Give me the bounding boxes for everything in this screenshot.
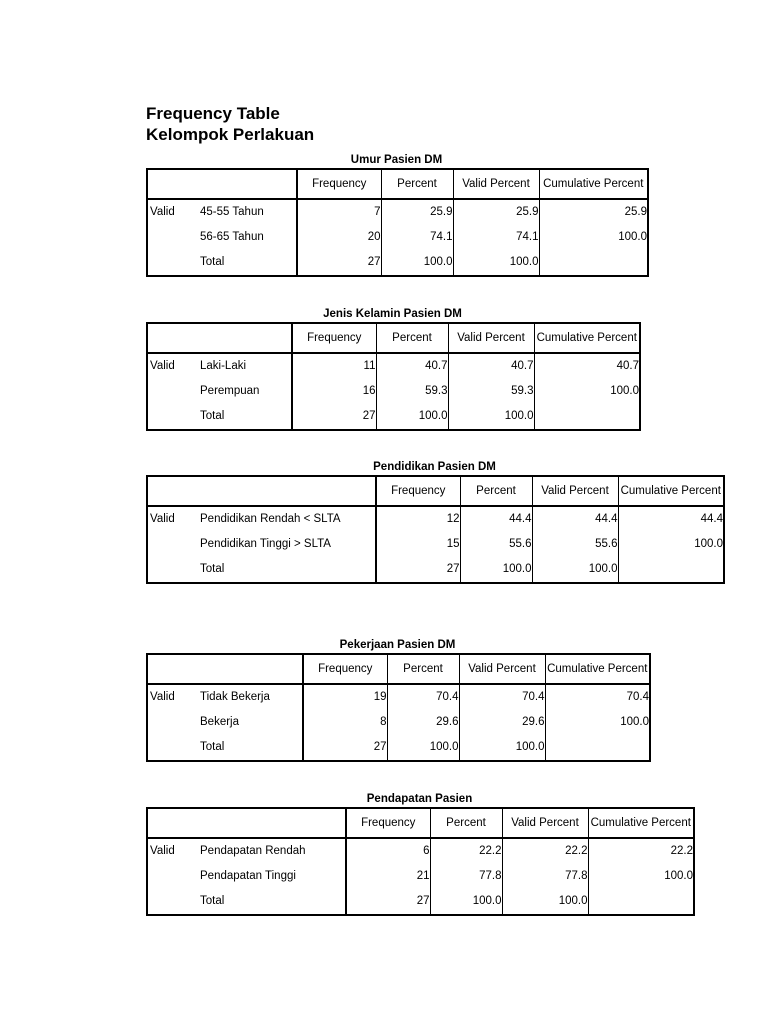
header-blank-cell bbox=[147, 654, 303, 684]
cell-valid-percent: 100.0 bbox=[453, 250, 539, 276]
cell-valid-percent: 55.6 bbox=[532, 532, 618, 557]
valid-label bbox=[147, 864, 198, 889]
cell-frequency: 7 bbox=[297, 199, 381, 225]
cell-percent: 59.3 bbox=[376, 379, 448, 404]
cell-cumulative-percent bbox=[618, 557, 724, 583]
cell-percent: 25.9 bbox=[381, 199, 453, 225]
header-row bbox=[147, 169, 648, 199]
column-header: Percent bbox=[387, 654, 459, 684]
header-blank-cell bbox=[147, 476, 376, 506]
cell-percent: 100.0 bbox=[387, 735, 459, 761]
table-title: Pendapatan Pasien bbox=[366, 793, 473, 805]
cell-cumulative-percent: 70.4 bbox=[545, 684, 650, 710]
column-header: Frequency bbox=[303, 654, 387, 684]
cell-frequency: 27 bbox=[376, 557, 460, 583]
valid-label bbox=[147, 735, 198, 761]
column-header: Valid Percent bbox=[502, 808, 588, 838]
row-label: Total bbox=[200, 741, 225, 753]
valid-label bbox=[147, 889, 198, 915]
column-header: Cumulative Percent bbox=[588, 808, 694, 838]
cell-cumulative-percent bbox=[534, 404, 640, 430]
cell-cumulative-percent: 25.9 bbox=[539, 199, 648, 225]
cell-cumulative-percent: 44.4 bbox=[618, 506, 724, 532]
cell-valid-percent: 29.6 bbox=[459, 710, 545, 735]
cell-cumulative-percent bbox=[545, 735, 650, 761]
data-table bbox=[146, 807, 695, 916]
cell-valid-percent: 40.7 bbox=[448, 353, 534, 379]
data-table bbox=[146, 475, 725, 584]
row-label: Total bbox=[200, 410, 225, 422]
column-header: Cumulative Percent bbox=[539, 169, 648, 199]
cell-percent: 77.8 bbox=[430, 864, 502, 889]
table-row bbox=[147, 532, 724, 557]
cell-valid-percent: 22.2 bbox=[502, 838, 588, 864]
cell-percent: 44.4 bbox=[460, 506, 532, 532]
page-subheading: Kelompok Perlakuan bbox=[146, 125, 315, 144]
valid-label: Valid bbox=[150, 360, 175, 372]
column-header: Frequency bbox=[292, 323, 376, 353]
cell-cumulative-percent: 100.0 bbox=[588, 864, 694, 889]
header-blank-cell bbox=[147, 169, 297, 199]
cell-frequency: 27 bbox=[297, 250, 381, 276]
header-row bbox=[147, 476, 724, 506]
valid-label: Valid bbox=[150, 206, 175, 218]
cell-percent: 70.4 bbox=[387, 684, 459, 710]
cell-valid-percent: 100.0 bbox=[532, 557, 618, 583]
column-header: Frequency bbox=[376, 476, 460, 506]
cell-cumulative-percent: 22.2 bbox=[588, 838, 694, 864]
cell-cumulative-percent: 40.7 bbox=[534, 353, 640, 379]
header-row bbox=[147, 654, 650, 684]
table-row bbox=[147, 250, 648, 276]
row-label: Total bbox=[200, 895, 225, 907]
column-header: Valid Percent bbox=[459, 654, 545, 684]
table-row bbox=[147, 506, 724, 532]
valid-label bbox=[147, 710, 198, 735]
cell-percent: 55.6 bbox=[460, 532, 532, 557]
row-label: Pendidikan Rendah < SLTA bbox=[200, 513, 341, 525]
cell-frequency: 27 bbox=[303, 735, 387, 761]
cell-frequency: 8 bbox=[303, 710, 387, 735]
cell-cumulative-percent: 100.0 bbox=[618, 532, 724, 557]
cell-percent: 74.1 bbox=[381, 225, 453, 250]
table-row bbox=[147, 838, 694, 864]
cell-frequency: 11 bbox=[292, 353, 376, 379]
cell-percent: 100.0 bbox=[430, 889, 502, 915]
cell-valid-percent: 44.4 bbox=[532, 506, 618, 532]
cell-percent: 100.0 bbox=[460, 557, 532, 583]
column-header: Percent bbox=[430, 808, 502, 838]
cell-frequency: 16 bbox=[292, 379, 376, 404]
cell-percent: 100.0 bbox=[381, 250, 453, 276]
valid-label: Valid bbox=[150, 845, 175, 857]
cell-valid-percent: 74.1 bbox=[453, 225, 539, 250]
cell-frequency: 21 bbox=[346, 864, 430, 889]
table-row bbox=[147, 557, 724, 583]
row-label: Laki-Laki bbox=[200, 360, 247, 372]
column-header: Percent bbox=[376, 323, 448, 353]
header-blank-cell bbox=[147, 808, 346, 838]
header-blank-cell bbox=[147, 323, 292, 353]
row-label: Pendapatan Tinggi bbox=[200, 870, 296, 882]
data-table bbox=[146, 168, 649, 277]
cell-valid-percent: 70.4 bbox=[459, 684, 545, 710]
cell-frequency: 27 bbox=[346, 889, 430, 915]
cell-frequency: 20 bbox=[297, 225, 381, 250]
cell-percent: 29.6 bbox=[387, 710, 459, 735]
cell-frequency: 27 bbox=[292, 404, 376, 430]
cell-percent: 100.0 bbox=[376, 404, 448, 430]
cell-percent: 40.7 bbox=[376, 353, 448, 379]
table-title: Pekerjaan Pasien DM bbox=[339, 639, 456, 651]
table-row bbox=[147, 864, 694, 889]
cell-frequency: 12 bbox=[376, 506, 460, 532]
row-label: Pendidikan Tinggi > SLTA bbox=[200, 538, 331, 550]
row-label: Total bbox=[200, 256, 225, 268]
column-header: Valid Percent bbox=[532, 476, 618, 506]
cell-valid-percent: 25.9 bbox=[453, 199, 539, 225]
cell-frequency: 19 bbox=[303, 684, 387, 710]
table-row bbox=[147, 404, 640, 430]
valid-label bbox=[147, 225, 198, 250]
cell-valid-percent: 59.3 bbox=[448, 379, 534, 404]
cell-valid-percent: 100.0 bbox=[459, 735, 545, 761]
valid-label bbox=[147, 379, 198, 404]
cell-cumulative-percent: 100.0 bbox=[545, 710, 650, 735]
table-row bbox=[147, 684, 650, 710]
cell-frequency: 6 bbox=[346, 838, 430, 864]
column-header: Cumulative Percent bbox=[534, 323, 640, 353]
column-header: Cumulative Percent bbox=[618, 476, 724, 506]
row-label: Perempuan bbox=[200, 385, 260, 397]
valid-label bbox=[147, 557, 198, 583]
table-row bbox=[147, 889, 694, 915]
cell-cumulative-percent: 100.0 bbox=[534, 379, 640, 404]
header-row bbox=[147, 808, 694, 838]
valid-label bbox=[147, 250, 198, 276]
table-title: Pendidikan Pasien DM bbox=[373, 461, 496, 473]
cell-valid-percent: 100.0 bbox=[448, 404, 534, 430]
cell-cumulative-percent: 100.0 bbox=[539, 225, 648, 250]
table-row bbox=[147, 735, 650, 761]
column-header: Cumulative Percent bbox=[545, 654, 650, 684]
cell-frequency: 15 bbox=[376, 532, 460, 557]
valid-label bbox=[147, 532, 198, 557]
table-title: Umur Pasien DM bbox=[350, 154, 443, 166]
cell-valid-percent: 77.8 bbox=[502, 864, 588, 889]
data-table bbox=[146, 322, 641, 431]
table-row bbox=[147, 710, 650, 735]
valid-label: Valid bbox=[150, 513, 175, 525]
table-row bbox=[147, 199, 648, 225]
header-row bbox=[147, 323, 640, 353]
valid-label bbox=[147, 404, 198, 430]
column-header: Frequency bbox=[346, 808, 430, 838]
column-header: Percent bbox=[381, 169, 453, 199]
cell-cumulative-percent bbox=[588, 889, 694, 915]
row-label: Tidak Bekerja bbox=[200, 691, 270, 703]
row-label: Bekerja bbox=[200, 716, 239, 728]
column-header: Frequency bbox=[297, 169, 381, 199]
row-label: 45-55 Tahun bbox=[200, 206, 264, 218]
table-row bbox=[147, 225, 648, 250]
column-header: Percent bbox=[460, 476, 532, 506]
row-label: Pendapatan Rendah bbox=[200, 845, 306, 857]
table-title: Jenis Kelamin Pasien DM bbox=[323, 308, 462, 320]
row-label: Total bbox=[200, 563, 225, 575]
page-heading: Frequency Table bbox=[146, 104, 280, 123]
valid-label: Valid bbox=[150, 691, 175, 703]
cell-percent: 22.2 bbox=[430, 838, 502, 864]
table-row bbox=[147, 353, 640, 379]
column-header: Valid Percent bbox=[448, 323, 534, 353]
cell-cumulative-percent bbox=[539, 250, 648, 276]
column-header: Valid Percent bbox=[453, 169, 539, 199]
row-label: 56-65 Tahun bbox=[200, 231, 264, 243]
table-row bbox=[147, 379, 640, 404]
data-table bbox=[146, 653, 651, 762]
cell-valid-percent: 100.0 bbox=[502, 889, 588, 915]
